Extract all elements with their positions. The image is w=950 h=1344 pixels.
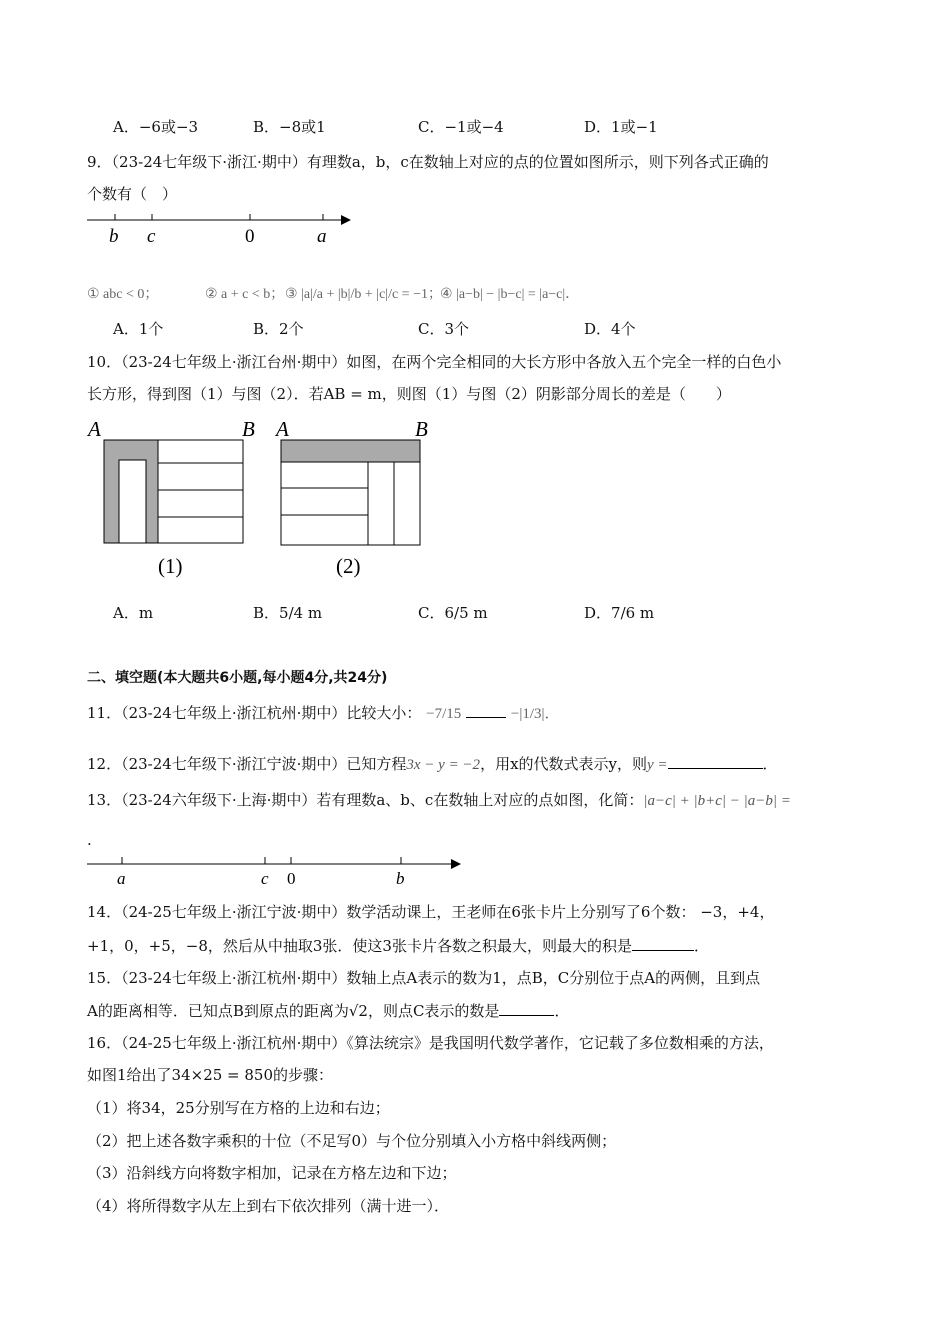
q13 xyxy=(87,790,791,811)
q10-text-line1: 10．（23-24七年级上·浙江台州·期中）如图，在两个完全相同的大长方形中各放入五个完全一样的白色小 xyxy=(87,353,782,371)
q16-text-line1: 16．（24-25七年级上·浙江杭州·期中）《算法统宗》是我国明代数学著作，它记载了多位数相乘的方法， xyxy=(87,1034,774,1052)
q15-line2 xyxy=(87,1001,569,1021)
q8-option-d: D．1或−1 xyxy=(584,118,658,136)
q13-answer-dot: . xyxy=(87,831,92,849)
q16-step-4: （4）将所得数字从左上到右下依次排列（满十进一）． xyxy=(87,1197,450,1215)
fig1-label-a: A xyxy=(88,417,101,441)
fig1-label-b: B xyxy=(242,417,255,441)
q9-text-line1: 9．（23-24七年级下·浙江·期中）有理数a，b，c在数轴上对应的点的位置如图所示，则下列各式正确的 xyxy=(87,153,769,171)
q9-number-line xyxy=(85,208,365,248)
q10-option-d: D．7/6 m xyxy=(584,604,655,622)
q8-option-c: C．−1或−4 xyxy=(418,118,504,136)
q10-text-line2: 长方形，得到图（1）与图（2）．若AB = m，则图（1）与图（2）阴影部分周长的差是（ ） xyxy=(87,385,731,403)
q9-option-d: D．4个 xyxy=(584,320,636,338)
q9-statement-2: ② a + c < b； xyxy=(205,287,285,302)
axis-label-a: a xyxy=(117,869,126,888)
fig2-caption: (2) xyxy=(336,554,361,578)
q14-line2 xyxy=(87,936,709,956)
q12-mid: ，用x的代数式表示y，则 xyxy=(480,755,647,773)
axis-label-c: c xyxy=(147,226,156,247)
q16-text-line2: 如图1给出了34×25 = 850的步骤： xyxy=(87,1066,334,1084)
q9-statement-4: ④ |a−b| − |b−c| = |a−c|． xyxy=(440,287,580,302)
q12 xyxy=(87,754,778,775)
q12-end: ． xyxy=(762,755,778,773)
q16-step-1: （1）将34，25分别写在方格的上边和右边； xyxy=(87,1099,390,1117)
q13-number-line xyxy=(85,852,475,890)
q14-text-line2: +1，0，+5，−8，然后从中抽取3张．使这3张卡片各数之积最大，则最大的积是 xyxy=(87,937,632,955)
q14-text-line1: 14．（24-25七年级上·浙江宁波·期中）数学活动课上，王老师在6张卡片上分别写了6个数： −3，+4， xyxy=(87,903,775,921)
axis-label-c: c xyxy=(261,869,269,888)
q11 xyxy=(87,703,560,724)
q16-step-2: （2）把上述各数字乘积的十位（不足写0）与个位分别填入小方格中斜线两侧； xyxy=(87,1132,617,1150)
q12-equation: 3x − y = −2 xyxy=(406,757,481,773)
q12-answer-blank[interactable] xyxy=(668,768,763,769)
q10-figures xyxy=(80,412,450,587)
q9-option-b: B．2个 xyxy=(253,320,304,338)
q12-text: 12．（23-24七年级下·浙江宁波·期中）已知方程 xyxy=(87,755,407,773)
q9-statement-1: ① abc < 0； xyxy=(87,287,159,302)
q13-text: 13．（23-24六年级下·上海·期中）若有理数a、b、c在数轴上对应的点如图，化简： xyxy=(87,791,644,809)
q16-step-3: （3）沿斜线方向将数字相加，记录在方格左边和下边； xyxy=(87,1164,457,1182)
q9-statement-3: ③ |a|/a + |b|/b + |c|/c = −1； xyxy=(285,287,442,302)
q15-answer-blank[interactable] xyxy=(499,1015,554,1016)
q14-answer-blank[interactable] xyxy=(632,950,694,951)
q12-ans-label: y = xyxy=(647,757,668,773)
q13-expr: |a−c| + |b+c| − |a−b| = xyxy=(643,793,791,809)
q9-option-c: C．3个 xyxy=(418,320,470,338)
q11-expr2: −|1/3|． xyxy=(510,706,560,722)
q8-option-a: A．−6或−3 xyxy=(113,118,199,136)
q10-option-a: A．m xyxy=(113,604,154,622)
q15-text-line2: A的距离相等．已知点B到原点的距离为√2，则点C表示的数是 xyxy=(87,1002,500,1020)
fig2-label-a: A xyxy=(276,417,289,441)
axis-label-0: 0 xyxy=(287,869,296,888)
axis-label-a: a xyxy=(317,226,327,247)
section-heading-fill-in: 二、填空题(本大题共6小题,每小题4分,共24分) xyxy=(87,670,388,686)
q14-end: ． xyxy=(693,937,709,955)
q15-text-line1: 15．（23-24七年级上·浙江杭州·期中）数轴上点A表示的数为1，点B，C分别位于点A的两侧，且到点 xyxy=(87,969,761,987)
q9-text-line2: 个数有（ ） xyxy=(87,185,178,203)
fig1-caption: (1) xyxy=(158,554,183,578)
fig2-label-b: B xyxy=(415,417,428,441)
q9-option-a: A．1个 xyxy=(113,320,164,338)
q11-text: 11．（23-24七年级上·浙江杭州·期中）比较大小： xyxy=(87,704,422,722)
axis-label-b: b xyxy=(109,226,119,247)
q11-expr1: −7/15 xyxy=(426,706,462,722)
axis-label-b: b xyxy=(396,869,405,888)
q11-answer-blank[interactable] xyxy=(466,717,506,718)
axis-label-0: 0 xyxy=(245,226,255,247)
q10-option-c: C．6/5 m xyxy=(418,604,488,622)
q8-option-b: B．−8或1 xyxy=(253,118,326,136)
q15-end: ． xyxy=(554,1002,570,1020)
q10-option-b: B．5/4 m xyxy=(253,604,323,622)
